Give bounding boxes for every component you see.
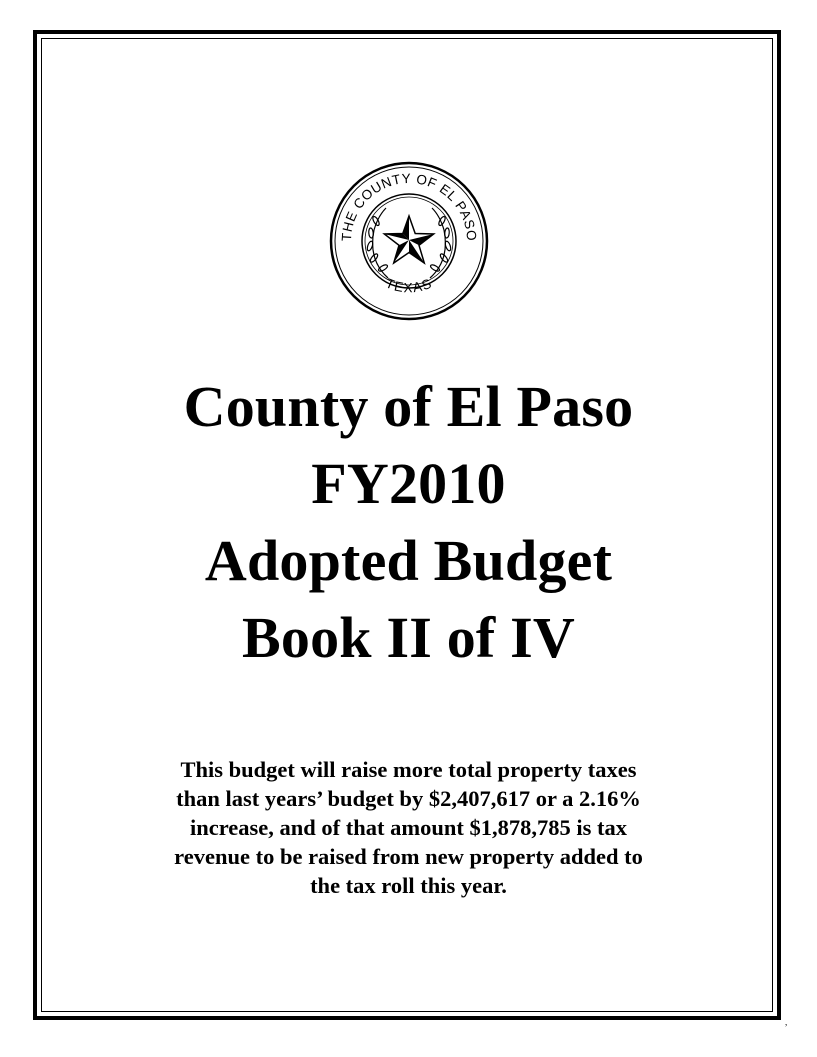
- title-line-fiscal-year: FY2010: [311, 451, 506, 516]
- document-title: [40, 368, 777, 676]
- notice-line: the tax roll this year.: [310, 873, 507, 898]
- county-seal: [328, 160, 490, 322]
- notice-line: increase, and of that amount $1,878,785 is tax: [189, 815, 628, 840]
- title-line-adopted-budget: Adopted Budget: [204, 528, 613, 593]
- star-icon: [384, 216, 433, 263]
- corner-mark: ,: [785, 1017, 788, 1027]
- notice-line: revenue to be raised from new property added to: [174, 844, 643, 869]
- title-line-book-number: Book II of IV: [242, 605, 575, 670]
- seal-bottom-text: [384, 276, 435, 296]
- title-line-county: County of El Paso: [183, 374, 634, 439]
- notice-line: This budget will raise more total property taxes: [180, 757, 637, 782]
- seal-bottom-textpath: TEXAS: [383, 275, 435, 296]
- seal-top-textpath: THE COUNTY OF EL PASO: [338, 170, 480, 242]
- notice-line: than last years’ budget by $2,407,617 or a 2.16%: [176, 786, 641, 811]
- property-tax-notice: [90, 755, 727, 900]
